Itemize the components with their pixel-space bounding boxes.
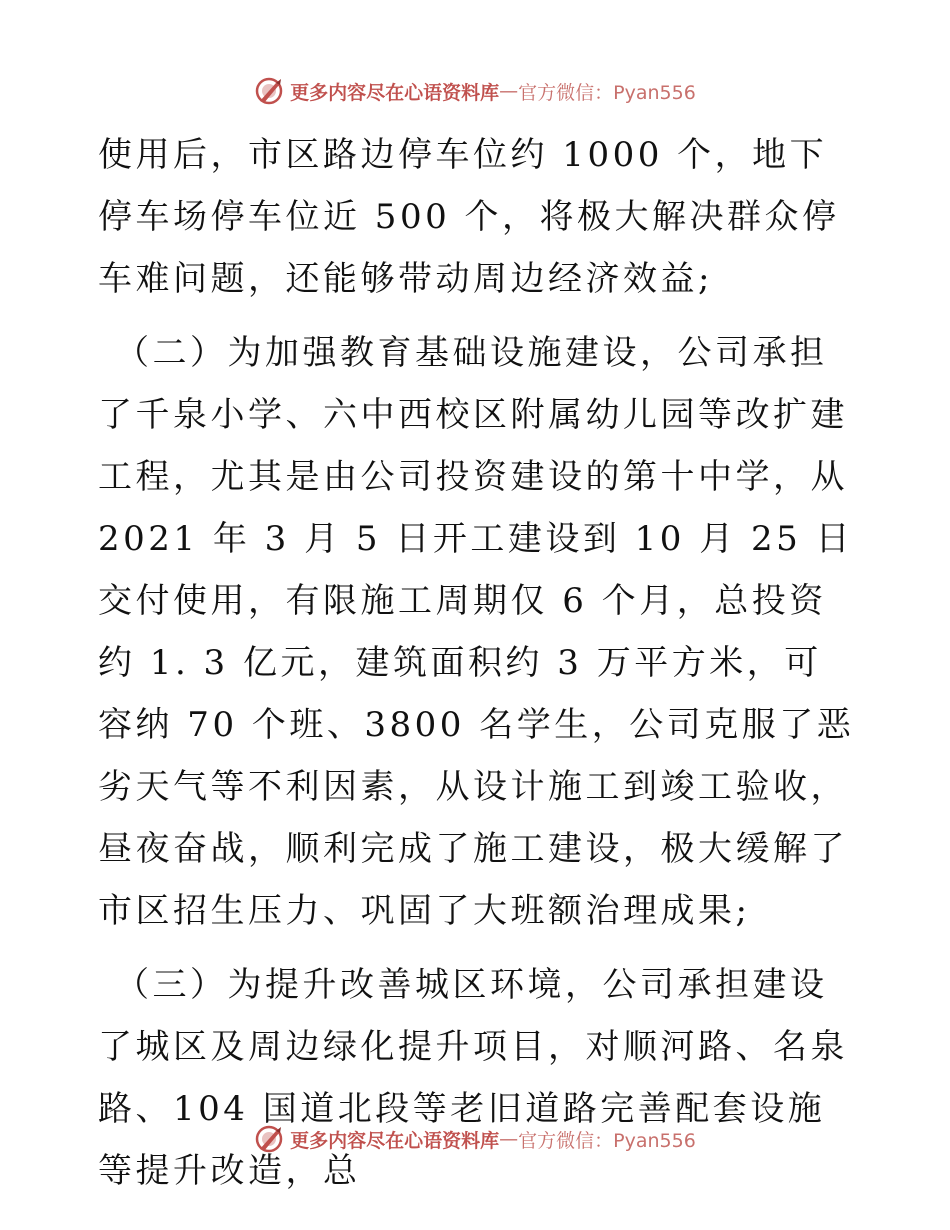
watermark-separator: — — [499, 80, 519, 102]
paragraph-parking: 使用后，市区路边停车位约 1000 个，地下停车场停车位近 500 个，将极大解决群众停车难问题，还能够带动周边经济效益; — [98, 135, 840, 299]
watermark-brand: 更多内容尽在心语资料库 — [290, 1129, 500, 1152]
paragraph-environment: （三）为提升改善城区环境，公司承担建设了城区及周边绿化提升项目，对顺河路、名泉路、104 国道北段等老旧道路完善配套设施等提升改造，总 — [98, 965, 848, 1191]
watermark-contact: 官方微信：Pyan556 — [518, 1129, 696, 1152]
footer-watermark — [0, 1124, 950, 1154]
paragraph-education: （二）为加强教育基础设施建设，公司承担了千泉小学、六中西校区附属幼儿园等改扩建工程，尤其是由公司投资建设的第十中学，从 2021 年 3 月 5 日开工建设到 10 月 25 日交付使用，有限施工周期仅 6 个月，总投资约 1. 3 亿元，建筑面积约 3 万平方米，可容纳 70 个班、3800 名学生，公司克服了恶劣天气等不利因素，从设计施工到竣工验收，昼夜奋战，顺利完成了施工建设，极大缓解了市区招生压力、巩固了大班额治理成果; — [98, 333, 855, 931]
quill-pen-seal-icon — [254, 1124, 284, 1154]
watermark-brand: 更多内容尽在心语资料库 — [290, 81, 500, 104]
header-watermark — [0, 76, 950, 106]
document-body — [98, 124, 858, 1202]
quill-pen-seal-icon — [254, 76, 284, 106]
watermark-separator: — — [499, 1128, 519, 1150]
watermark-contact: 官方微信：Pyan556 — [518, 81, 696, 104]
